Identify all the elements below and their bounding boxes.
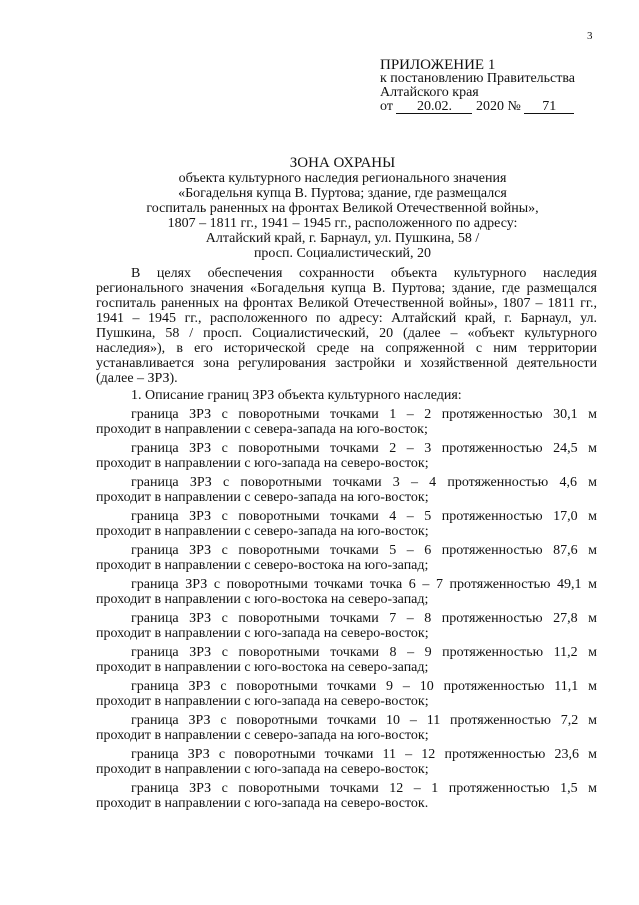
- appendix-number: 71: [524, 101, 574, 114]
- segment-line-1: граница ЗРЗ с поворотными точками 3 – 4 протяженностью 4,6 м: [131, 475, 597, 490]
- boundary-segment: [96, 611, 597, 641]
- heading-line: госпиталь раненных на фронтах Великой Отечественной войны»,: [146, 201, 539, 216]
- segment-line-1: граница ЗРЗ с поворотными точками 4 – 5 протяженностью 17,0 м: [131, 509, 597, 524]
- segment-line-1: граница ЗРЗ с поворотными точками 8 – 9 протяженностью 11,2 м: [131, 645, 597, 660]
- appendix-from-label: от: [380, 99, 393, 114]
- boundary-segment: [96, 441, 597, 471]
- boundary-segment: [96, 781, 597, 811]
- appendix-resolution-line: к постановлению Правительства: [380, 71, 576, 86]
- boundary-segment: [96, 543, 597, 573]
- boundary-segment: [96, 645, 597, 675]
- heading-title: ЗОНА ОХРАНЫ: [289, 155, 396, 171]
- intro-paragraph: В целях обеспечения сохранности объекта культурного наследия регионального значения «Богадельня купца В. Пуртова; здание, где размещался госпиталь раненных на фронтах Великой Отечественной войны», 1807 – 1811 гг., 1941 – 1945 гг., расположенного по адресу: Алтайский край, г. Барнаул, ул. Пушкина, 58 / просп. Социалистический, 20 (далее – «объект культурного наследия»), в его исторической среде на сопряженной с ним территории устанавливается зона регулирования застройки и хозяйственной деятельности (далее – ЗРЗ).: [96, 266, 597, 386]
- segment-line-2: проходит в направлении с юго-запада на северо-восток;: [96, 694, 429, 709]
- boundary-segment: [96, 407, 597, 437]
- segment-line-2: проходит в направлении с северо-запада на юго-восток;: [96, 728, 429, 743]
- appendix-year: 2020 №: [475, 99, 521, 114]
- segment-line-2: проходит в направлении с северо-востока на юго-запад;: [96, 558, 429, 573]
- document-body: [96, 266, 597, 811]
- segment-line-2: проходит в направлении с юго-востока на северо-запад;: [96, 592, 429, 607]
- boundary-segment: [96, 509, 597, 539]
- appendix-region-line: Алтайского края: [380, 85, 479, 100]
- heading-line: просп. Социалистический, 20: [253, 246, 432, 261]
- segment-line-2: проходит в направлении с юго-востока на северо-запад;: [96, 660, 429, 675]
- segment-line-1: граница ЗРЗ с поворотными точками точка 6 – 7 протяженностью 49,1 м: [131, 577, 597, 592]
- boundary-segment: [96, 713, 597, 743]
- boundary-segment: [96, 577, 597, 607]
- segment-line-2: проходит в направлении с юго-запада на северо-восток;: [96, 762, 429, 777]
- segment-line-1: граница ЗРЗ с поворотными точками 10 – 11 протяженностью 7,2 м: [131, 713, 597, 728]
- segment-line-1: граница ЗРЗ с поворотными точками 5 – 6 протяженностью 87,6 м: [131, 543, 597, 558]
- segment-line-1: граница ЗРЗ с поворотными точками 9 – 10 протяженностью 11,1 м: [131, 679, 597, 694]
- appendix-title: ПРИЛОЖЕНИЕ 1: [380, 57, 496, 73]
- segment-line-1: граница ЗРЗ с поворотными точками 12 – 1 протяженностью 1,5 м: [131, 781, 597, 796]
- boundary-segment: [96, 747, 597, 777]
- segment-line-2: проходит в направлении с северо-запада на юго-восток;: [96, 490, 429, 505]
- boundary-segment: [96, 679, 597, 709]
- appendix-date-line: [380, 100, 575, 114]
- document-heading: [96, 156, 589, 261]
- appendix-block: [380, 58, 575, 114]
- segment-line-1: граница ЗРЗ с поворотными точками 11 – 12 протяженностью 23,6 м: [131, 747, 597, 762]
- heading-line: Алтайский край, г. Барнаул, ул. Пушкина, 58 /: [205, 231, 480, 246]
- segment-line-2: проходит в направлении с юго-запада на северо-восток;: [96, 456, 429, 471]
- section-title: 1. Описание границ ЗРЗ объекта культурного наследия:: [131, 388, 462, 403]
- segment-line-2: проходит в направлении с юго-запада на северо-восток.: [96, 796, 429, 811]
- segment-line-1: граница ЗРЗ с поворотными точками 2 – 3 протяженностью 24,5 м: [131, 441, 597, 456]
- heading-line: объекта культурного наследия регионального значения: [178, 171, 507, 186]
- appendix-date: 20.02.: [396, 101, 472, 114]
- segment-line-2: проходит в направлении с северо-запада на юго-восток;: [96, 524, 429, 539]
- segment-line-2: проходит в направлении с юго-запада на северо-восток;: [96, 626, 429, 641]
- segment-line-1: граница ЗРЗ с поворотными точками 1 – 2 протяженностью 30,1 м: [131, 407, 597, 422]
- boundary-segment: [96, 475, 597, 505]
- heading-line: 1807 – 1811 гг., 1941 – 1945 гг., расположенного по адресу:: [167, 216, 518, 231]
- segment-line-1: граница ЗРЗ с поворотными точками 7 – 8 протяженностью 27,8 м: [131, 611, 597, 626]
- page-number: 3: [587, 30, 593, 42]
- heading-line: «Богадельня купца В. Пуртова; здание, где размещался: [178, 186, 507, 201]
- segment-line-2: проходит в направлении с севера-запада на юго-восток;: [96, 422, 428, 437]
